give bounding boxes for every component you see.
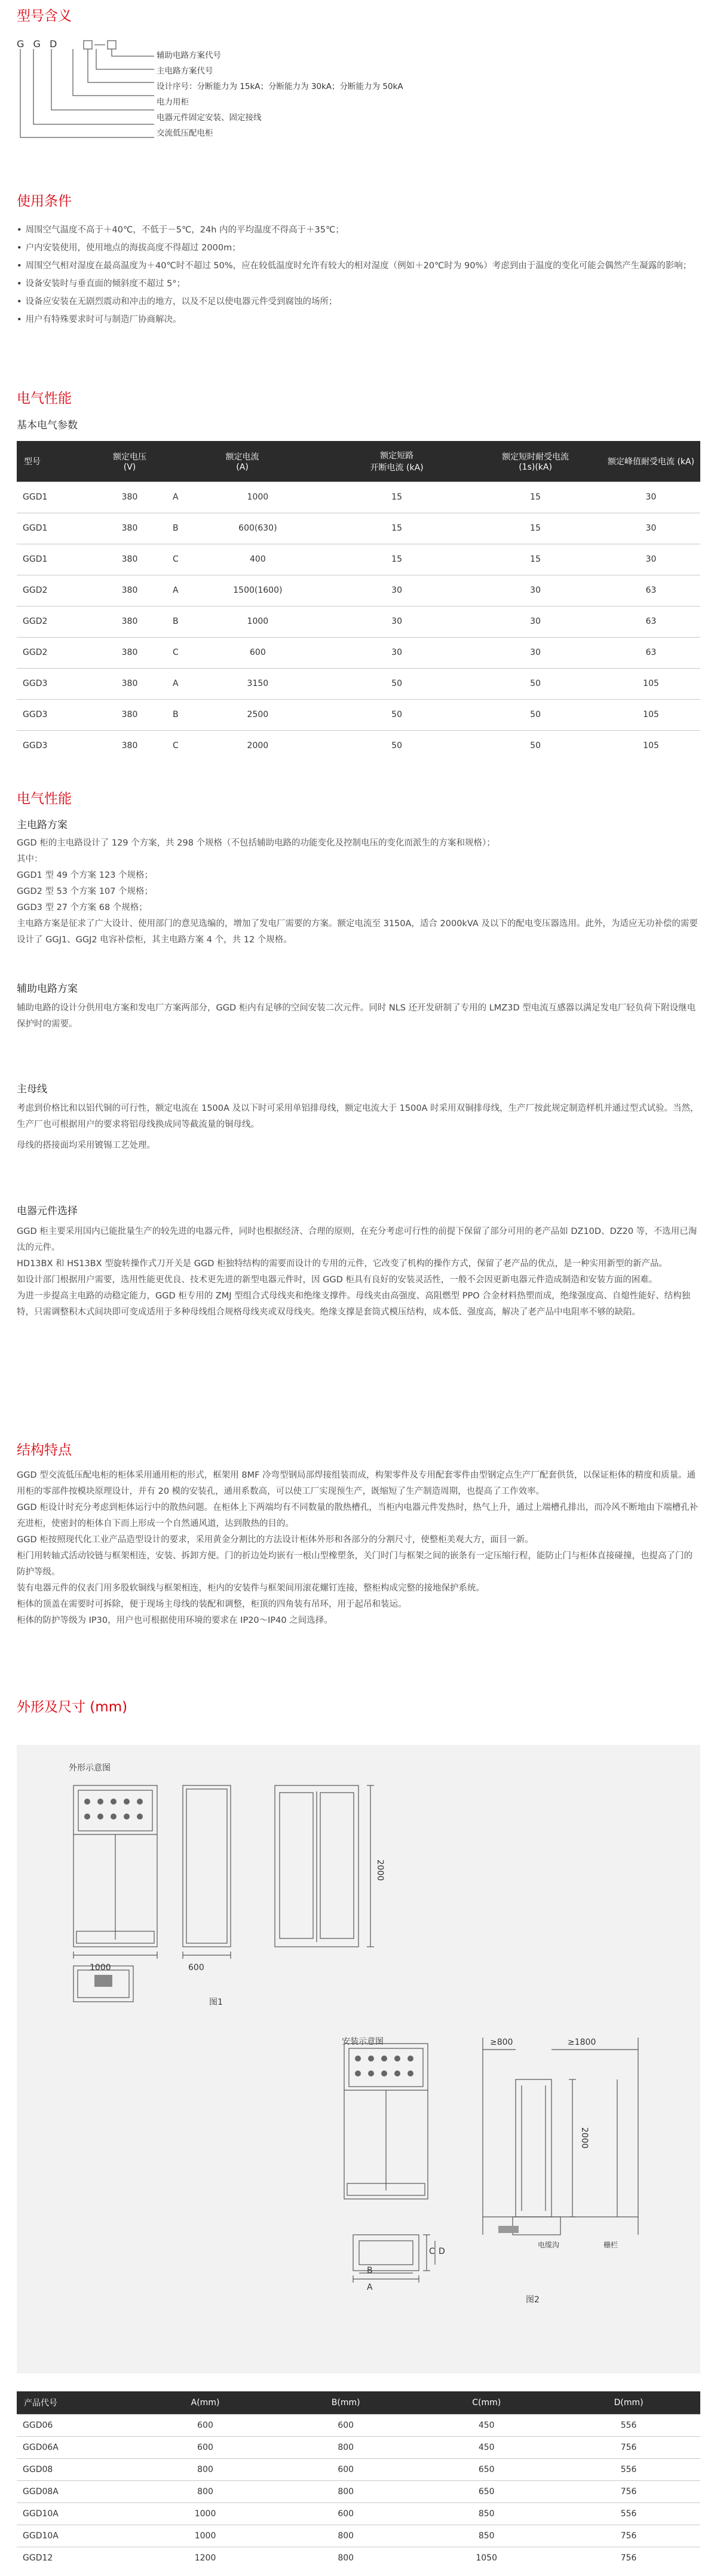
cell: 600: [275, 2414, 416, 2436]
cell: GGD10A: [17, 2503, 135, 2525]
cell: 850: [416, 2503, 557, 2525]
cell: 756: [557, 2525, 700, 2547]
cell: 650: [416, 2480, 557, 2503]
cell: 756: [557, 2436, 700, 2458]
cell: GGD08: [17, 2458, 135, 2480]
main-scheme-title: 主电路方案: [17, 819, 68, 831]
basic-params-table: [17, 441, 700, 761]
paragraph: 为进一步提高主电路的动稳定能力，GGD 柜专用的 ZMJ 型组合式母线夹和绝缘支撑件。母线夹由高强度、高阻燃型 PPO 合金材料热塑而成，绝缘强度高、自熄性能好、结构独特，只需调整积木式间块即可变成适用于多种母线组合规格母线夹或双母线夹。绝缘支撑是套筒式模压结构，成本低、强度高，解决了老产品中电阻率不够的缺陷。: [17, 1291, 691, 1317]
cell: 800: [275, 2525, 416, 2547]
legend-item: 电器元件固定安装、固定接线: [157, 113, 262, 122]
cell: 15: [324, 544, 469, 575]
busbar-title: 主母线: [17, 1083, 47, 1095]
components-text: [17, 1224, 700, 1321]
cell: 105: [602, 699, 700, 730]
cell: 800: [275, 2547, 416, 2569]
section-title-dimensions: 外形及尺寸 (mm): [17, 1699, 128, 1715]
cell: GGD2: [17, 575, 99, 606]
cell: GGD1: [17, 544, 99, 575]
cell: GGD2: [17, 637, 99, 668]
cell: 380: [99, 637, 160, 668]
cell: A: [160, 668, 191, 699]
table-row: [17, 699, 700, 730]
cell: 1000: [191, 606, 324, 637]
cell: B: [160, 606, 191, 637]
cell: 1050: [416, 2547, 557, 2569]
table-row: [17, 482, 700, 513]
section-title-structure: 结构特点: [17, 1442, 72, 1458]
header-cell: 额定电流 (A): [160, 441, 324, 482]
cell: 800: [275, 2480, 416, 2503]
legend-item: 交流低压配电柜: [157, 128, 213, 138]
cell: 105: [602, 668, 700, 699]
cell: 50: [324, 699, 469, 730]
cell: GGD3: [17, 699, 99, 730]
cell: 1000: [135, 2503, 275, 2525]
table-row: [17, 637, 700, 668]
cell: 1200: [135, 2547, 275, 2569]
dim-label-d: D: [439, 2247, 445, 2256]
cell: 2500: [191, 699, 324, 730]
header-cell: 额定短时耐受电流 (1s)(kA): [469, 441, 602, 482]
main-scheme-text: [17, 835, 700, 948]
cell: 756: [557, 2547, 700, 2569]
section-title-conditions: 使用条件: [17, 194, 72, 209]
cell: 50: [324, 730, 469, 761]
legend-item: 电力用柜: [157, 97, 189, 107]
header-cell: C(mm): [416, 2391, 557, 2414]
table-row: [17, 2480, 700, 2503]
cell: 15: [469, 513, 602, 544]
conditions-list: [17, 221, 700, 329]
dim-label-2000-section: 2000: [580, 2127, 589, 2149]
dim-label-a: A: [367, 2283, 373, 2292]
cell: 1000: [191, 482, 324, 513]
fig2-label: 图2: [526, 2295, 540, 2305]
cell: GGD2: [17, 606, 99, 637]
paragraph: GGD2 型 53 个方案 107 个规格；: [17, 887, 154, 896]
dim-label-600: 600: [188, 1963, 204, 1972]
table-row: [17, 2414, 700, 2436]
table-row: [17, 606, 700, 637]
dim-label-c: C: [429, 2247, 435, 2256]
cell: 400: [191, 544, 324, 575]
header-cell: D(mm): [557, 2391, 700, 2414]
table-row: [17, 575, 700, 606]
cable-trench-label: 电缆沟: [538, 2241, 560, 2249]
cell: 800: [275, 2436, 416, 2458]
cell: GGD06A: [17, 2436, 135, 2458]
cell: 15: [469, 544, 602, 575]
condition-item: • 用户有特殊要求时可与制造厂协商解决。: [17, 311, 700, 329]
section-title-model: 型号含义: [17, 8, 72, 24]
dimension-drawings: [17, 1745, 700, 2373]
code-letter-3: D: [50, 38, 57, 50]
cell: B: [160, 513, 191, 544]
paragraph: 辅助电路的设计分供用电方案和发电厂方案两部分，GGD 柜内有足够的空间安装二次元件。同时 NLS 还开发研制了专用的 LMZ3D 型电流互感器以满足发电厂轻负荷下附设继电保护时的需要。: [17, 1003, 696, 1029]
header-cell: 额定电压 (V): [99, 441, 160, 482]
fig1-label: 图1: [209, 1998, 223, 2007]
condition-item: • 设备应安装在无剧烈震动和冲击的地方，以及不足以使电器元件受到腐蚀的场所；: [17, 293, 700, 311]
cell: 600(630): [191, 513, 324, 544]
cell: 600: [135, 2414, 275, 2436]
cell: GGD12: [17, 2547, 135, 2569]
condition-item: • 周围空气温度不高于＋40℃，不低于－5℃，24h 内的平均温度不得高于＋35℃；: [17, 221, 700, 239]
cell: 850: [416, 2525, 557, 2547]
paragraph: 柜体的顶盖在需要时可拆除，便于现场主母线的装配和调整，柜顶的四角装有吊环，用于起吊和装运。: [17, 1600, 407, 1609]
cell: 63: [602, 606, 700, 637]
cell: 50: [469, 699, 602, 730]
cell: 30: [469, 575, 602, 606]
cell: 50: [469, 730, 602, 761]
cell: GGD06: [17, 2414, 135, 2436]
condition-item: • 户内安装使用，使用地点的海拔高度不得超过 2000m；: [17, 239, 700, 257]
dim-label-b: B: [367, 2266, 373, 2275]
base-frame: [353, 2235, 419, 2271]
cell: 15: [324, 513, 469, 544]
cell: 2000: [191, 730, 324, 761]
cell: 1000: [135, 2525, 275, 2547]
legend-item: 主电路方案代号: [157, 66, 213, 76]
code-letter-2: G: [33, 38, 41, 50]
cell: 380: [99, 606, 160, 637]
table-row: [17, 2525, 700, 2547]
cell: 30: [324, 606, 469, 637]
cell: GGD08A: [17, 2480, 135, 2503]
cell: C: [160, 637, 191, 668]
cell: 600: [275, 2503, 416, 2525]
paragraph: 其中：: [17, 854, 43, 864]
paragraph: GGD3 型 27 个方案 68 个规格；: [17, 903, 148, 912]
cell: 30: [324, 575, 469, 606]
cell: 756: [557, 2480, 700, 2503]
header-cell: B(mm): [275, 2391, 416, 2414]
paragraph: 柜体的防护等级为 IP30，用户也可根据使用环境的要求在 IP20～IP40 之间选择。: [17, 1616, 333, 1625]
dim-label-2000: 2000: [375, 1860, 385, 1881]
condition-item: • 设备安装时与垂直面的倾斜度不超过 5°；: [17, 275, 700, 293]
paragraph: 如设计部门根据用户需要，选用性能更优良、技术更先进的新型电器元件时，因 GGD 柜具有良好的安装灵活性，一般不会因更新电器元件造成制造和安装方面的困难。: [17, 1275, 658, 1285]
cell: 450: [416, 2414, 557, 2436]
cell: 380: [99, 730, 160, 761]
cell: 556: [557, 2414, 700, 2436]
cell: 63: [602, 637, 700, 668]
header-cell: 额定峰值耐受电流 (kA): [602, 441, 700, 482]
cell: 105: [602, 730, 700, 761]
table-row: [17, 544, 700, 575]
table-row: [17, 730, 700, 761]
table-row: [17, 2547, 700, 2569]
cell: 556: [557, 2503, 700, 2525]
cell: A: [160, 575, 191, 606]
cell: 600: [275, 2458, 416, 2480]
cell: 380: [99, 699, 160, 730]
model-code-diagram: [17, 36, 160, 155]
dim-label-rear-clearance: ≥1800: [568, 2038, 596, 2047]
paragraph: GGD 柜按照现代化工业产品造型设计的要求，采用黄金分割比的方法设计柜体外形和各部分的分割尺寸，使整柜美观大方，面目一新。: [17, 1535, 534, 1545]
outline-title: 外形示意图: [69, 1763, 111, 1773]
components-title: 电器元件选择: [17, 1205, 78, 1217]
legend-item: 辅助电路方案代号: [157, 51, 221, 60]
header-cell: 型号: [17, 441, 99, 482]
basic-params-subtitle: 基本电气参数: [17, 419, 78, 431]
legend-item: 设计序号：分断能力为 15kA；分断能力为 30kA；分断能力为 50kA: [157, 82, 403, 91]
cell: 380: [99, 482, 160, 513]
cell: 30: [469, 606, 602, 637]
cell: C: [160, 544, 191, 575]
paragraph: GGD 型交流低压配电柜的柜体采用通用柜的形式，框架用 8MF 冷弯型钢局部焊接组装而成，构架零件及专用配套零件由型钢定点生产厂配套供货，以保证柜体的精度和质量。通用柜的零部件按模块原理设计，并有 20 模的安装孔，通用系数高，可以使工厂实现预生产，既缩短了生产制造周期，也提高了工作效率。: [17, 1471, 696, 1496]
paragraph: GGD 柜设计时充分考虑到柜体运行中的散热问题。在柜体上下两端均有不同数量的散热槽孔，当柜内电器元件发热时，热气上升，通过上端槽孔排出，而冷风不断地由下端槽孔补充进柜，使密封的柜体自下而上形成一个自然通风道，达到散热的目的。: [17, 1503, 698, 1529]
paragraph: HD13BX 和 HS13BX 型旋转操作式刀开关是 GGD 柜独特结构的需要而设计的专用的元件，它改变了机构的操作方式，保留了老产品的优点，是一种实用新型的新产品。: [17, 1259, 668, 1269]
cell: 600: [135, 2436, 275, 2458]
cell: 1500(1600): [191, 575, 324, 606]
install-title: 安装示意图: [342, 2037, 384, 2047]
dim-label-front-clearance: ≥800: [490, 2038, 513, 2047]
side-view-cabinet: [183, 1785, 231, 1947]
cell: 30: [602, 482, 700, 513]
cell: 600: [191, 637, 324, 668]
cell: 556: [557, 2458, 700, 2480]
header-cell: 额定短路 开断电流 (kA): [324, 441, 469, 482]
table-row: [17, 2458, 700, 2480]
code-letter-1: G: [17, 38, 24, 50]
cell: GGD10A: [17, 2525, 135, 2547]
cell: 15: [324, 482, 469, 513]
section-cabinet: [516, 2079, 551, 2217]
cell: 30: [469, 637, 602, 668]
model-code-legend: [157, 48, 403, 141]
table-row: [17, 668, 700, 699]
cell: 380: [99, 513, 160, 544]
paragraph: 考虑到价格比和以铝代铜的可行性，额定电流在 1500A 及以下时可采用单铝排母线，额定电流大于 1500A 时采用双铜排母线，生产厂按此规定制造样机并通过型式试验。当然，生产厂也可根据用户的要求将铝母线换成同等截流量的铜母线。: [17, 1104, 699, 1129]
dimension-table: [17, 2391, 700, 2569]
paragraph: 装有电器元件的仪表门用多股软铜线与框架相连，柜内的安装件与框架间用滚花螺钉连接，整柜构成完整的接地保护系统。: [17, 1583, 485, 1593]
cell: 800: [135, 2480, 275, 2503]
cell: GGD3: [17, 730, 99, 761]
header-cell: A(mm): [135, 2391, 275, 2414]
cell: GGD1: [17, 513, 99, 544]
cell: 3150: [191, 668, 324, 699]
cell: 30: [324, 637, 469, 668]
cell: 63: [602, 575, 700, 606]
table-row: [17, 2503, 700, 2525]
cell: 30: [602, 513, 700, 544]
paragraph: 母线的搭接面均采用镀锡工艺处理。: [17, 1141, 155, 1150]
paragraph: 柜门用转轴式活动铰链与框架相连，安装、拆卸方便。门的折边处均嵌有一根山型橡塑条，关门时门与框架之间的嵌条有一定压缩行程，能防止门与柜体直接碰撞，也提高了门的防护等级。: [17, 1551, 693, 1577]
cell: A: [160, 482, 191, 513]
grille-label: 栅栏: [603, 2241, 618, 2249]
cell: 450: [416, 2436, 557, 2458]
cell: 380: [99, 544, 160, 575]
cell: GGD3: [17, 668, 99, 699]
cell: 15: [469, 482, 602, 513]
section-title-electric: 电气性能: [17, 391, 72, 406]
cell: 800: [135, 2458, 275, 2480]
cell: B: [160, 699, 191, 730]
paragraph: GGD 柜主要采用国内已能批量生产的较先进的电器元件，同时也根据经济、合理的原则，在充分考虑可行性的前提下保留了部分可用的老产品如 DZ10D、DZ20 等，不选用已淘汰的元件。: [17, 1227, 697, 1252]
condition-item: • 周围空气相对湿度在最高温度为＋40℃时不超过 50%，应在较低温度时允许有较大的相对湿度（例如＋20℃时为 90%）考虑到由于温度的变化可能会偶然产生凝露的影响；: [17, 257, 700, 275]
cell: 30: [602, 544, 700, 575]
cell: GGD1: [17, 482, 99, 513]
cell: C: [160, 730, 191, 761]
structure-text: [17, 1468, 700, 1629]
aux-scheme-text: [17, 1000, 700, 1033]
cell: 50: [324, 668, 469, 699]
busbar-text: [17, 1101, 700, 1154]
paragraph: GGD 柜的主电路设计了 129 个方案，共 298 个规格（不包括辅助电路的功能变化及控制电压的变化而派生的方案和规格）；: [17, 838, 495, 848]
table-row: [17, 2436, 700, 2458]
table-row: [17, 513, 700, 544]
dim-label-1000: 1000: [90, 1963, 111, 1972]
header-cell: 产品代号: [17, 2391, 135, 2414]
cell: 650: [416, 2458, 557, 2480]
paragraph: 主电路方案是征求了广大设计、使用部门的意见选编的，增加了发电厂需要的方案。额定电流至 3150A，适合 2000kVA 及以下的配电变压器选用。此外，为适应无功补偿的需要设计了 GGJ1、GGJ2 电容补偿柜，其主电路方案 4 个，共 12 个规格。: [17, 919, 698, 945]
section-title-electric-2: 电气性能: [17, 791, 72, 807]
paragraph: GGD1 型 49 个方案 123 个规格；: [17, 871, 154, 880]
cell: 380: [99, 668, 160, 699]
cell: 380: [99, 575, 160, 606]
aux-scheme-title: 辅助电路方案: [17, 983, 78, 995]
cell: 50: [469, 668, 602, 699]
